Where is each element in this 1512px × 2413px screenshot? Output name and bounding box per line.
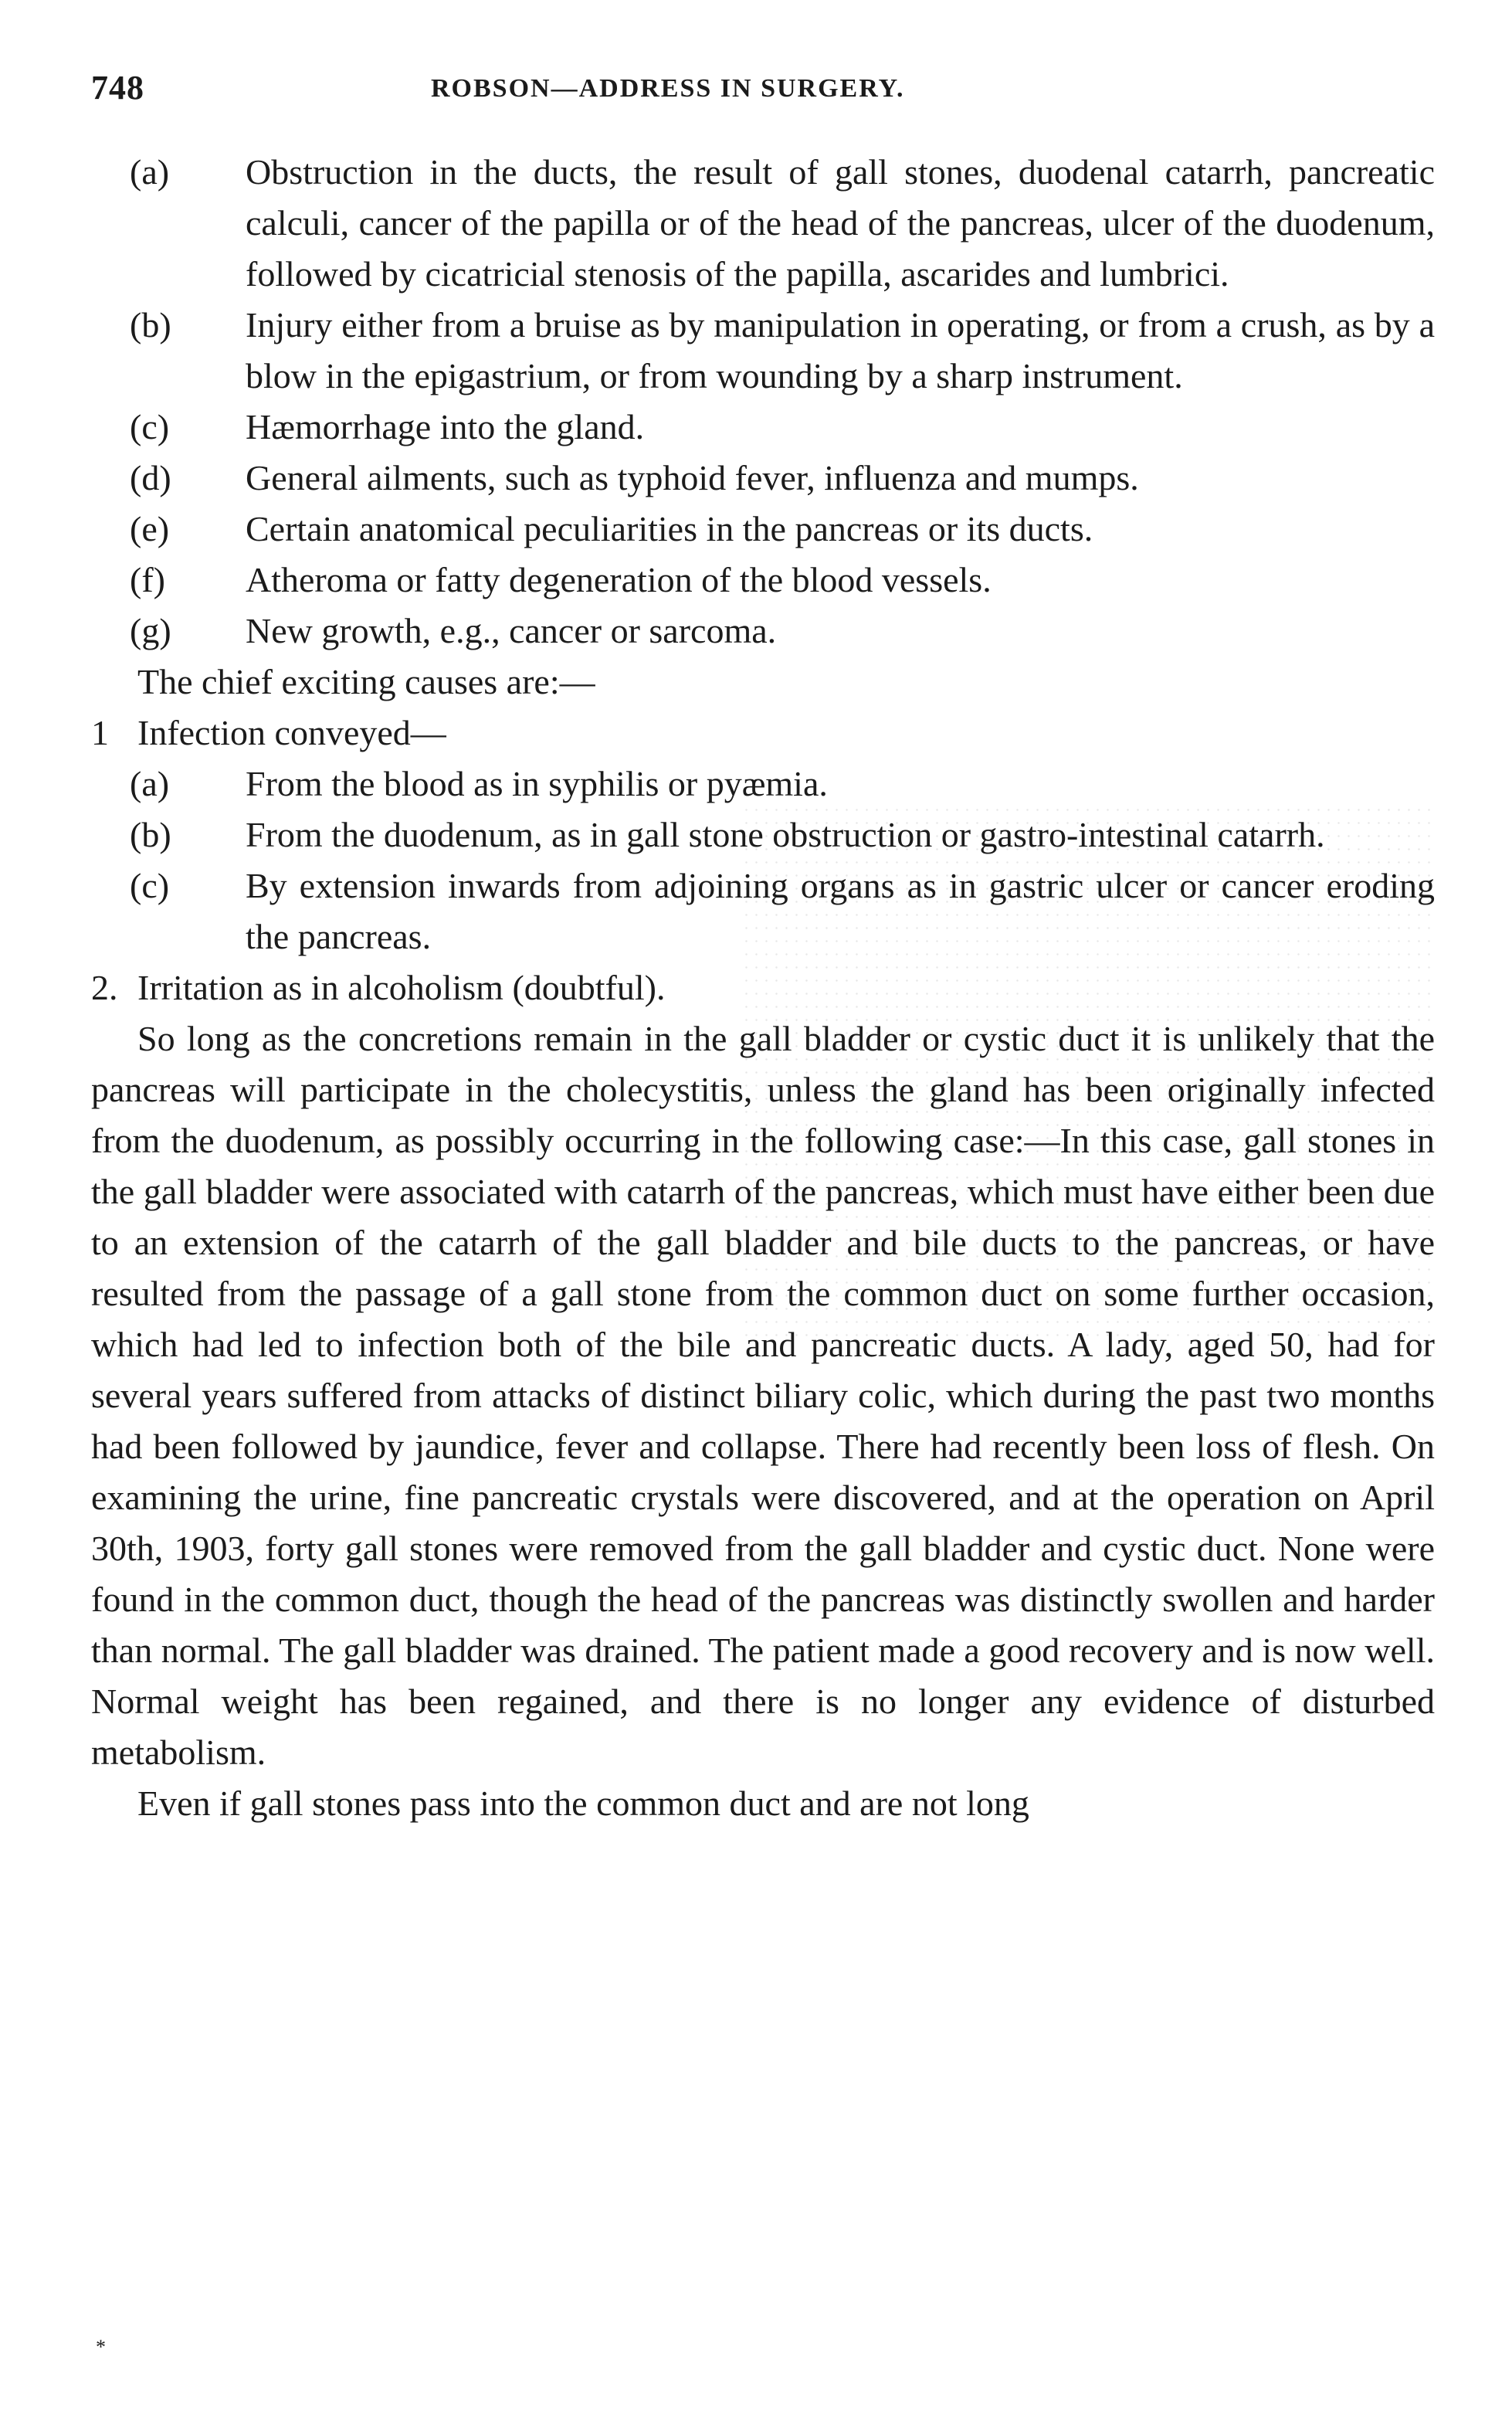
- list-item: [91, 504, 1435, 555]
- list-item-text: From the duodenum, as in gall stone obstruction or gastro-intestinal catarrh.: [246, 815, 1325, 854]
- list-item-text: From the blood as in syphilis or pyæmia.: [246, 764, 828, 803]
- list-item: [91, 555, 1435, 606]
- list-item: [91, 809, 1435, 860]
- paragraph: So long as the concretions remain in the gall bladder or cystic duct it is unlikely that the pancreas will participate in the cholecystitis, unless the gland has been originally infected from the duodenum, as possibly occurring in the following case:—In this case, gall stones in the gall bladder were associated with catarrh of the pancreas, which must have either been due to an extension of the catarrh of the gall bladder and bile ducts to the pancreas, or have resulted from the passage of a gall stone from the common duct on some further occasion, which had led to infection both of the bile and pancreatic ducts. A lady, aged 50, had for several years suffered from attacks of distinct biliary colic, which during the past two months had been followed by jaundice, fever and collapse. There had recently been loss of flesh. On examining the urine, fine pancreatic crystals were discovered, and at the operation on April 30th, 1903, forty gall stones were removed from the gall bladder and cystic duct. None were found in the common duct, though the head of the pancreas was distinctly swollen and harder than normal. The gall bladder was drained. The patient made a good recovery and is now well. Normal weight has been regained, and there is no longer any evidence of disturbed metabolism.: [91, 1019, 1435, 1772]
- list-marker: (b): [130, 305, 171, 344]
- cause-heading: [91, 962, 1435, 1013]
- list-item-text: Obstruction in the ducts, the result of gall stones, duodenal catarrh, pancreatic calculi, cancer of the papilla or of the head of the pancreas, ulcer of the duodenum, followed by cicatricial stenosis of the papilla, ascarides and lumbrici.: [246, 152, 1435, 294]
- list-item: [91, 147, 1435, 300]
- cause-text: Irritation as in alcoholism (doubtful).: [137, 968, 666, 1007]
- list-item: [91, 453, 1435, 504]
- page-header: [91, 68, 1435, 122]
- list-item-text: New growth, e.g., cancer or sarcoma.: [246, 611, 777, 650]
- cause-text: Infection conveyed—: [137, 713, 446, 752]
- list-marker: (d): [130, 458, 171, 497]
- list-item-text: General ailments, such as typhoid fever, influenza and mumps.: [246, 458, 1139, 497]
- list-marker: (a): [130, 152, 170, 192]
- list-item: [91, 606, 1435, 657]
- exciting-causes-intro: The chief exciting causes are:—: [137, 662, 595, 701]
- cause-heading: [91, 708, 1435, 759]
- list-item-text: Atheroma or fatty degeneration of the blood vessels.: [246, 560, 992, 599]
- list-marker: (c): [130, 407, 170, 446]
- page-number: 748: [91, 69, 144, 107]
- list-item-text: Hæmorrhage into the gland.: [246, 407, 645, 446]
- footnote-mark: *: [96, 2336, 106, 2358]
- cause-number: 2.: [91, 968, 118, 1007]
- list-marker: (g): [130, 611, 171, 650]
- list-marker: (e): [130, 509, 170, 548]
- list-item: [91, 402, 1435, 453]
- list-item: [91, 300, 1435, 402]
- list-item-text: By extension inwards from adjoining organs as in gastric ulcer or cancer eroding the pancreas.: [246, 866, 1435, 956]
- paragraph: Even if gall stones pass into the common duct and are not long: [137, 1783, 1029, 1823]
- cause-number: 1: [91, 713, 109, 752]
- list-marker: (b): [130, 815, 171, 854]
- running-head: ROBSON—ADDRESS IN SURGERY.: [431, 74, 905, 103]
- list-item-text: Certain anatomical peculiarities in the pancreas or its ducts.: [246, 509, 1093, 548]
- list-marker: (f): [130, 560, 165, 599]
- body-text: [91, 147, 1435, 1829]
- list-item-text: Injury either from a bruise as by manipulation in operating, or from a crush, as by a blow in the epigastrium, or from wounding by a sharp instrument.: [246, 305, 1435, 395]
- list-marker: (a): [130, 764, 170, 803]
- list-item: [91, 759, 1435, 809]
- list-item: [91, 860, 1435, 962]
- list-marker: (c): [130, 866, 170, 905]
